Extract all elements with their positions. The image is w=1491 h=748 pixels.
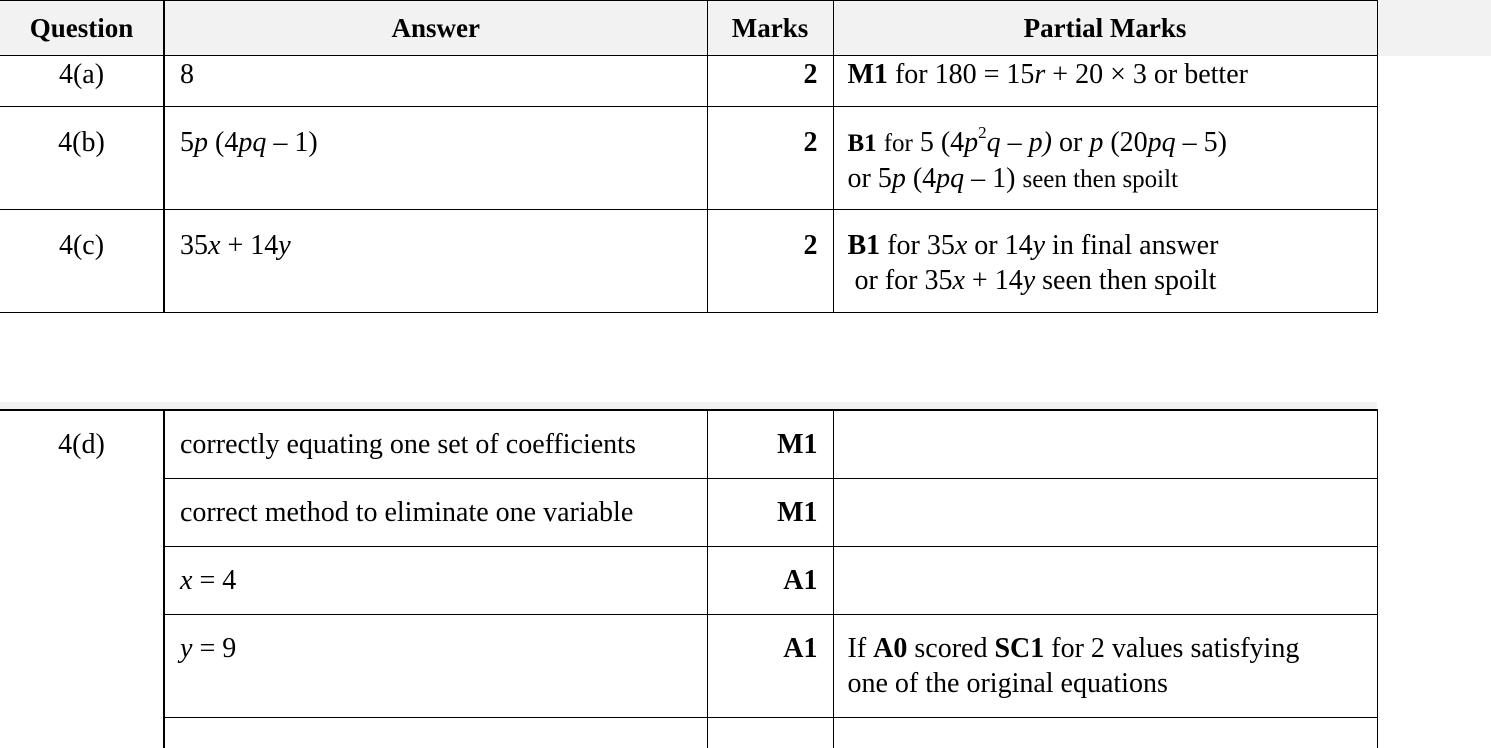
table-row-4b	[0, 107, 1377, 210]
mark-scheme-table-4d	[0, 409, 1378, 748]
partial-marks-cell: If A0 scored SC1 for 2 values satisfying one of the original equations	[848, 615, 1377, 701]
table-row-4d-step-1	[0, 410, 1377, 479]
marks-cell: 2	[708, 107, 818, 160]
answer-cell: correctly equating one set of coefficients	[180, 411, 707, 462]
marks-cell: 2	[708, 210, 818, 263]
marks-cell: A1	[708, 615, 818, 666]
question-number: 4(d)	[0, 411, 163, 462]
partial-marks-cell: M1 for 180 = 15r + 20 × 3 or better	[848, 56, 1377, 92]
marks-cell: 2	[708, 56, 818, 92]
table-row-4d-step-2	[0, 479, 1377, 547]
partial-marks-cell	[848, 547, 1377, 563]
answer-cell: x = 4	[180, 547, 707, 598]
answer-cell: y = 9	[180, 615, 707, 666]
marks-cell: M1	[708, 411, 818, 462]
table-row-4d-step-4	[0, 615, 1377, 718]
table-row-4a	[0, 56, 1377, 107]
partial-marks-cell: B1 for 5 $(4p^2q - p)$ or p (20pq – 5) or 5p (4pq – 1) seen then spoilt	[848, 107, 1377, 197]
column-header-answer: Answer	[164, 1, 707, 56]
table-row-continuation	[0, 718, 1377, 748]
answer-cell: 35x + 14y	[180, 210, 707, 263]
column-header-partial-marks: Partial Marks	[833, 1, 1377, 56]
column-header-question: Question	[0, 1, 164, 56]
answer-cell: correct method to eliminate one variable	[180, 479, 707, 530]
partial-marks-cell	[848, 479, 1377, 495]
question-number: 4(b)	[0, 107, 163, 160]
question-number: 4(a)	[0, 56, 163, 92]
partial-marks-cell: B1 for 35x or 14y in final answer or for 35x + 14y seen then spoilt	[848, 210, 1377, 298]
header-row	[0, 1, 1377, 56]
mark-scheme-table-top	[0, 0, 1378, 313]
marks-cell: A1	[708, 547, 818, 598]
question-number: 4(c)	[0, 210, 163, 263]
column-header-marks: Marks	[707, 1, 833, 56]
partial-marks-cell	[848, 411, 1377, 427]
answer-cell: 5p (4pq – 1)	[180, 107, 707, 160]
marks-cell: M1	[708, 479, 818, 530]
table-row-4c	[0, 210, 1377, 313]
answer-cell: 8	[180, 56, 707, 92]
table-row-4d-step-3	[0, 547, 1377, 615]
